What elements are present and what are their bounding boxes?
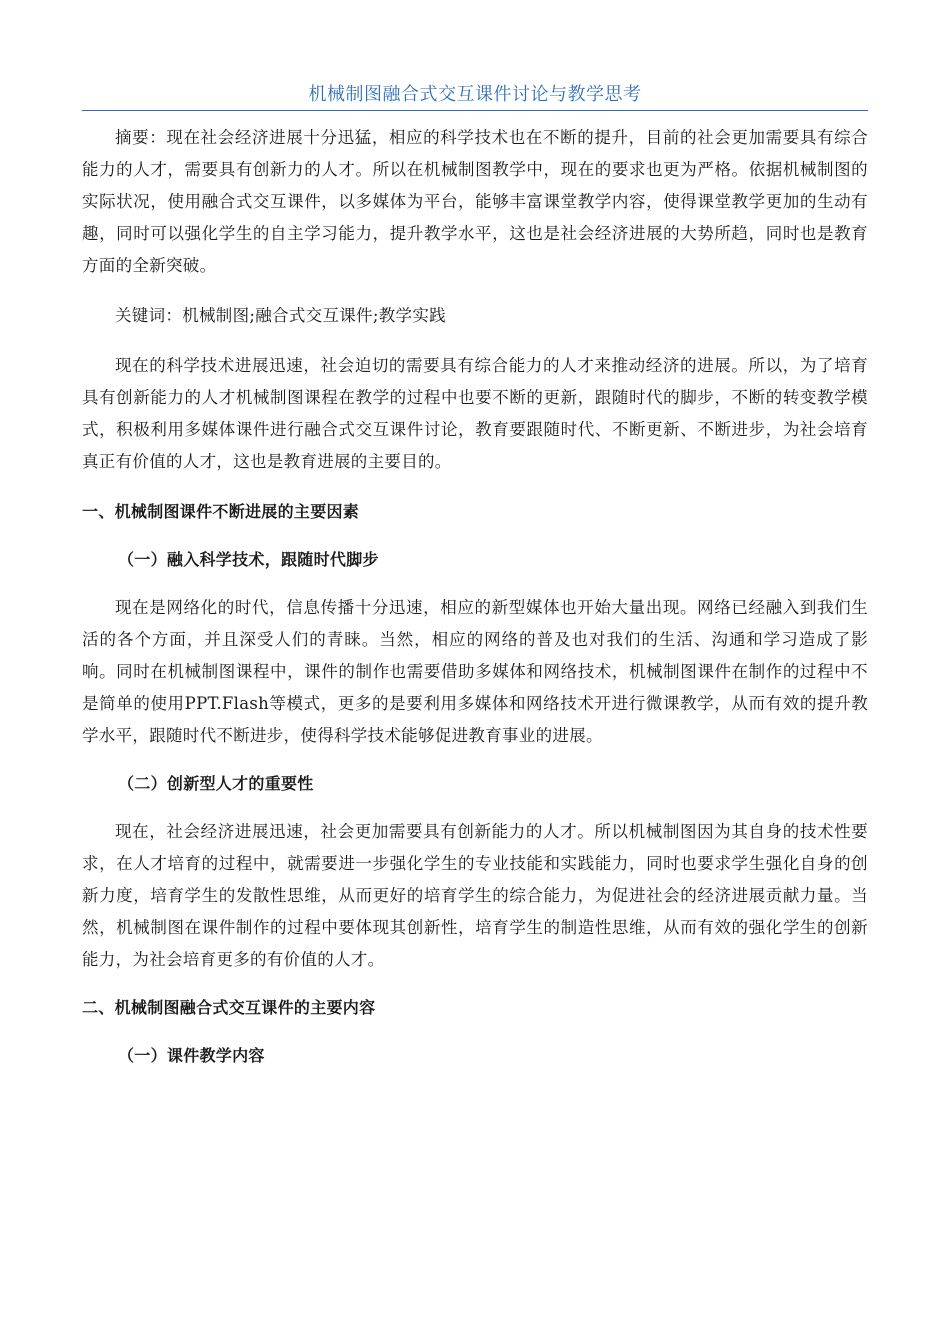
keywords-paragraph: 关键词：机械制图;融合式交互课件;教学实践: [115, 306, 446, 325]
intro-paragraph: 现在的科学技术进展迅速，社会迫切的需要具有综合能力的人才来推动经济的进展。所以，为了培育具有创新能力的人才机械制图课程在教学的过程中也要不断的更新，跟随时代的脚步，不断的转变教学模式，积极利用多媒体课件进行融合式交互课件讨论，教育要跟随时代、不断更新、不断进步，为社会培育真正有价值的人才，这也是教育进展的主要目的。: [82, 356, 868, 471]
section-1-1-paragraph: 现在是网络化的时代，信息传播十分迅速，相应的新型媒体也开始大量出现。网络已经融入到我们生活的各个方面，并且深受人们的青睐。当然，相应的网络的普及也对我们的生活、沟通和学习造成了影响。同时在机械制图课程中，课件的制作也需要借助多媒体和网络技术，机械制图课件在制作的过程中不是简单的使用PPT.Flash等模式，更多的是要利用多媒体和网络技术开进行微课教学，从而有效的提升教学水平，跟随时代不断进步，使得科学技术能够促进教育事业的进展。: [82, 598, 868, 745]
section-2-heading: 二、机械制图融合式交互课件的主要内容: [82, 998, 376, 1017]
abstract-paragraph: 摘要：现在社会经济进展十分迅猛，相应的科学技术也在不断的提升，目前的社会更加需要具有综合能力的人才，需要具有创新力的人才。所以在机械制图教学中，现在的要求也更为严格。依据机械制图的实际状况，使用融合式交互课件，以多媒体为平台，能够丰富课堂教学内容，使得课堂教学更加的生动有趣，同时可以强化学生的自主学习能力，提升教学水平，这也是社会经济进展的大势所趋，同时也是教育方面的全新突破。: [82, 128, 868, 275]
section-1-1-heading: （一）融入科学技术，跟随时代脚步: [118, 550, 379, 569]
section-1-2-heading: （二）创新型人才的重要性: [118, 774, 314, 793]
section-1-2-paragraph: 现在，社会经济进展迅速，社会更加需要具有创新能力的人才。所以机械制图因为其自身的技术性要求，在人才培育的过程中，就需要进一步强化学生的专业技能和实践能力，同时也要求学生强化自身的创新力度，培育学生的发散性思维，从而更好的培育学生的综合能力，为促进社会的经济进展贡献力量。当然，机械制图在课件制作的过程中要体现其创新性，培育学生的制造性思维，从而有效的强化学生的创新能力，为社会培育更多的有价值的人才。: [82, 822, 868, 969]
document-title: 机械制图融合式交互课件讨论与教学思考: [308, 84, 642, 105]
section-2-1-heading: （一）课件教学内容: [118, 1046, 265, 1065]
document-body: [82, 122, 868, 1072]
section-1-heading: 一、机械制图课件不断进展的主要因素: [82, 502, 360, 521]
page-header: [82, 80, 868, 111]
